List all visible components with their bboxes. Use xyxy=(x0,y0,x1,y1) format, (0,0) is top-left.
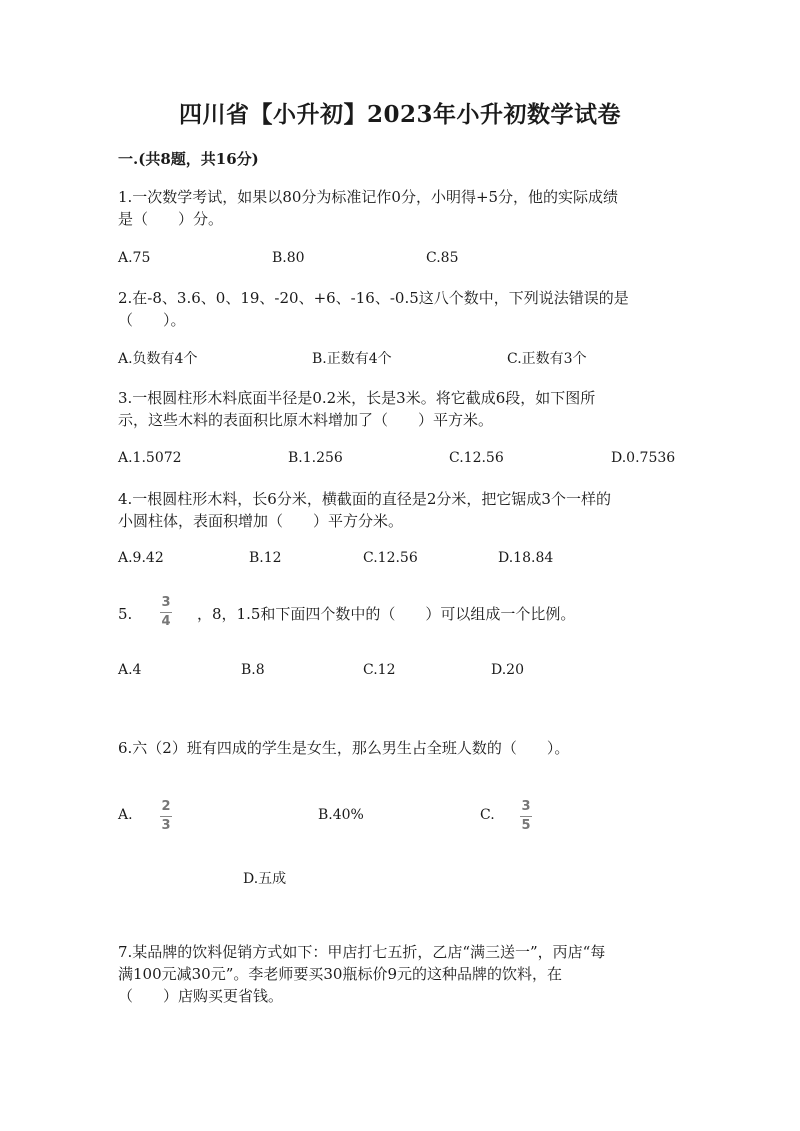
question-3-option-b: B.1.256 xyxy=(288,450,343,466)
question-2-line-2: （ ）。 xyxy=(118,311,186,329)
question-3-line-1: 3.一根圆柱形木料底面半径是0.2米，长是3米。将它截成6段，如下图所 xyxy=(118,389,596,407)
question-1-option-b: B.80 xyxy=(272,250,305,266)
question-5-fraction-numerator: 3 xyxy=(161,595,171,610)
question-7-line-3: （ ）店购买更省钱。 xyxy=(118,987,284,1005)
question-7-line-1: 7.某品牌的饮料促销方式如下：甲店打七五折，乙店“满三送一”，丙店“每 xyxy=(118,943,606,961)
option-c-denominator: 5 xyxy=(521,818,531,833)
question-2-option-c: C.正数有3个 xyxy=(507,351,587,367)
question-5-option-d: D.20 xyxy=(491,662,524,678)
option-c-numerator: 3 xyxy=(521,799,531,814)
question-5-option-a: A.4 xyxy=(118,662,142,678)
fraction-bar xyxy=(160,612,172,613)
question-5-fraction xyxy=(160,596,172,629)
question-4-option-a: A.9.42 xyxy=(118,550,164,566)
option-a-denominator: 3 xyxy=(161,818,171,833)
question-4-option-b: B.12 xyxy=(249,550,282,566)
fraction-bar xyxy=(160,816,172,817)
question-7-line-2: 满100元减30元”。李老师要买30瓶标价9元的这种品牌的饮料，在 xyxy=(118,965,563,983)
fraction-bar xyxy=(520,816,532,817)
option-a-numerator: 2 xyxy=(161,799,171,814)
question-4-line-2: 小圆柱体，表面积增加（ ）平方分米。 xyxy=(118,512,404,530)
question-3-line-2: 示，这些木料的表面积比原木料增加了（ ）平方米。 xyxy=(118,411,494,429)
question-6-option-d: D.五成 xyxy=(243,871,287,887)
question-6-option-a-label: A. xyxy=(118,807,133,823)
question-1-option-a: A.75 xyxy=(118,250,151,266)
question-2-line-1: 2.在-8、3.6、0、19、-20、+6、-16、-0.5这八个数中，下列说法错误的是 xyxy=(118,289,629,307)
question-3-option-c: C.12.56 xyxy=(449,450,504,466)
question-5-fraction-denominator: 4 xyxy=(161,614,171,629)
question-5-option-c: C.12 xyxy=(363,662,396,678)
question-6-line-1: 6.六（2）班有四成的学生是女生，那么男生占全班人数的（ ）。 xyxy=(118,739,570,757)
question-6-option-c-label: C. xyxy=(480,807,495,823)
question-5-option-b: B.8 xyxy=(241,662,265,678)
question-4-option-d: D.18.84 xyxy=(498,550,554,566)
question-4-option-c: C.12.56 xyxy=(363,550,418,566)
question-6-option-c-fraction xyxy=(520,800,532,833)
question-3-option-a: A.1.5072 xyxy=(118,450,182,466)
question-2-option-b: B.正数有4个 xyxy=(312,351,392,367)
question-6-option-a-fraction xyxy=(160,800,172,833)
question-5-text: ，8，1.5和下面四个数中的（ ）可以组成一个比例。 xyxy=(197,605,576,623)
question-2-option-a: A.负数有4个 xyxy=(118,351,198,367)
question-1-line-2: 是（ ）分。 xyxy=(118,210,224,228)
page-title: 四川省【小升初】2023年小升初数学试卷 xyxy=(178,101,621,128)
question-3-option-d: D.0.7536 xyxy=(611,450,676,466)
question-4-line-1: 4.一根圆柱形木料，长6分米，横截面的直径是2分米，把它锯成3个一样的 xyxy=(118,490,611,508)
question-5-number: 5. xyxy=(118,605,133,623)
question-6-option-b: B.40% xyxy=(318,807,364,823)
question-1-option-c: C.85 xyxy=(426,250,459,266)
section-heading: 一.(共8题，共16分) xyxy=(118,150,259,168)
question-1-line-1: 1.一次数学考试，如果以80分为标准记作0分，小明得+5分，他的实际成绩 xyxy=(118,188,619,206)
